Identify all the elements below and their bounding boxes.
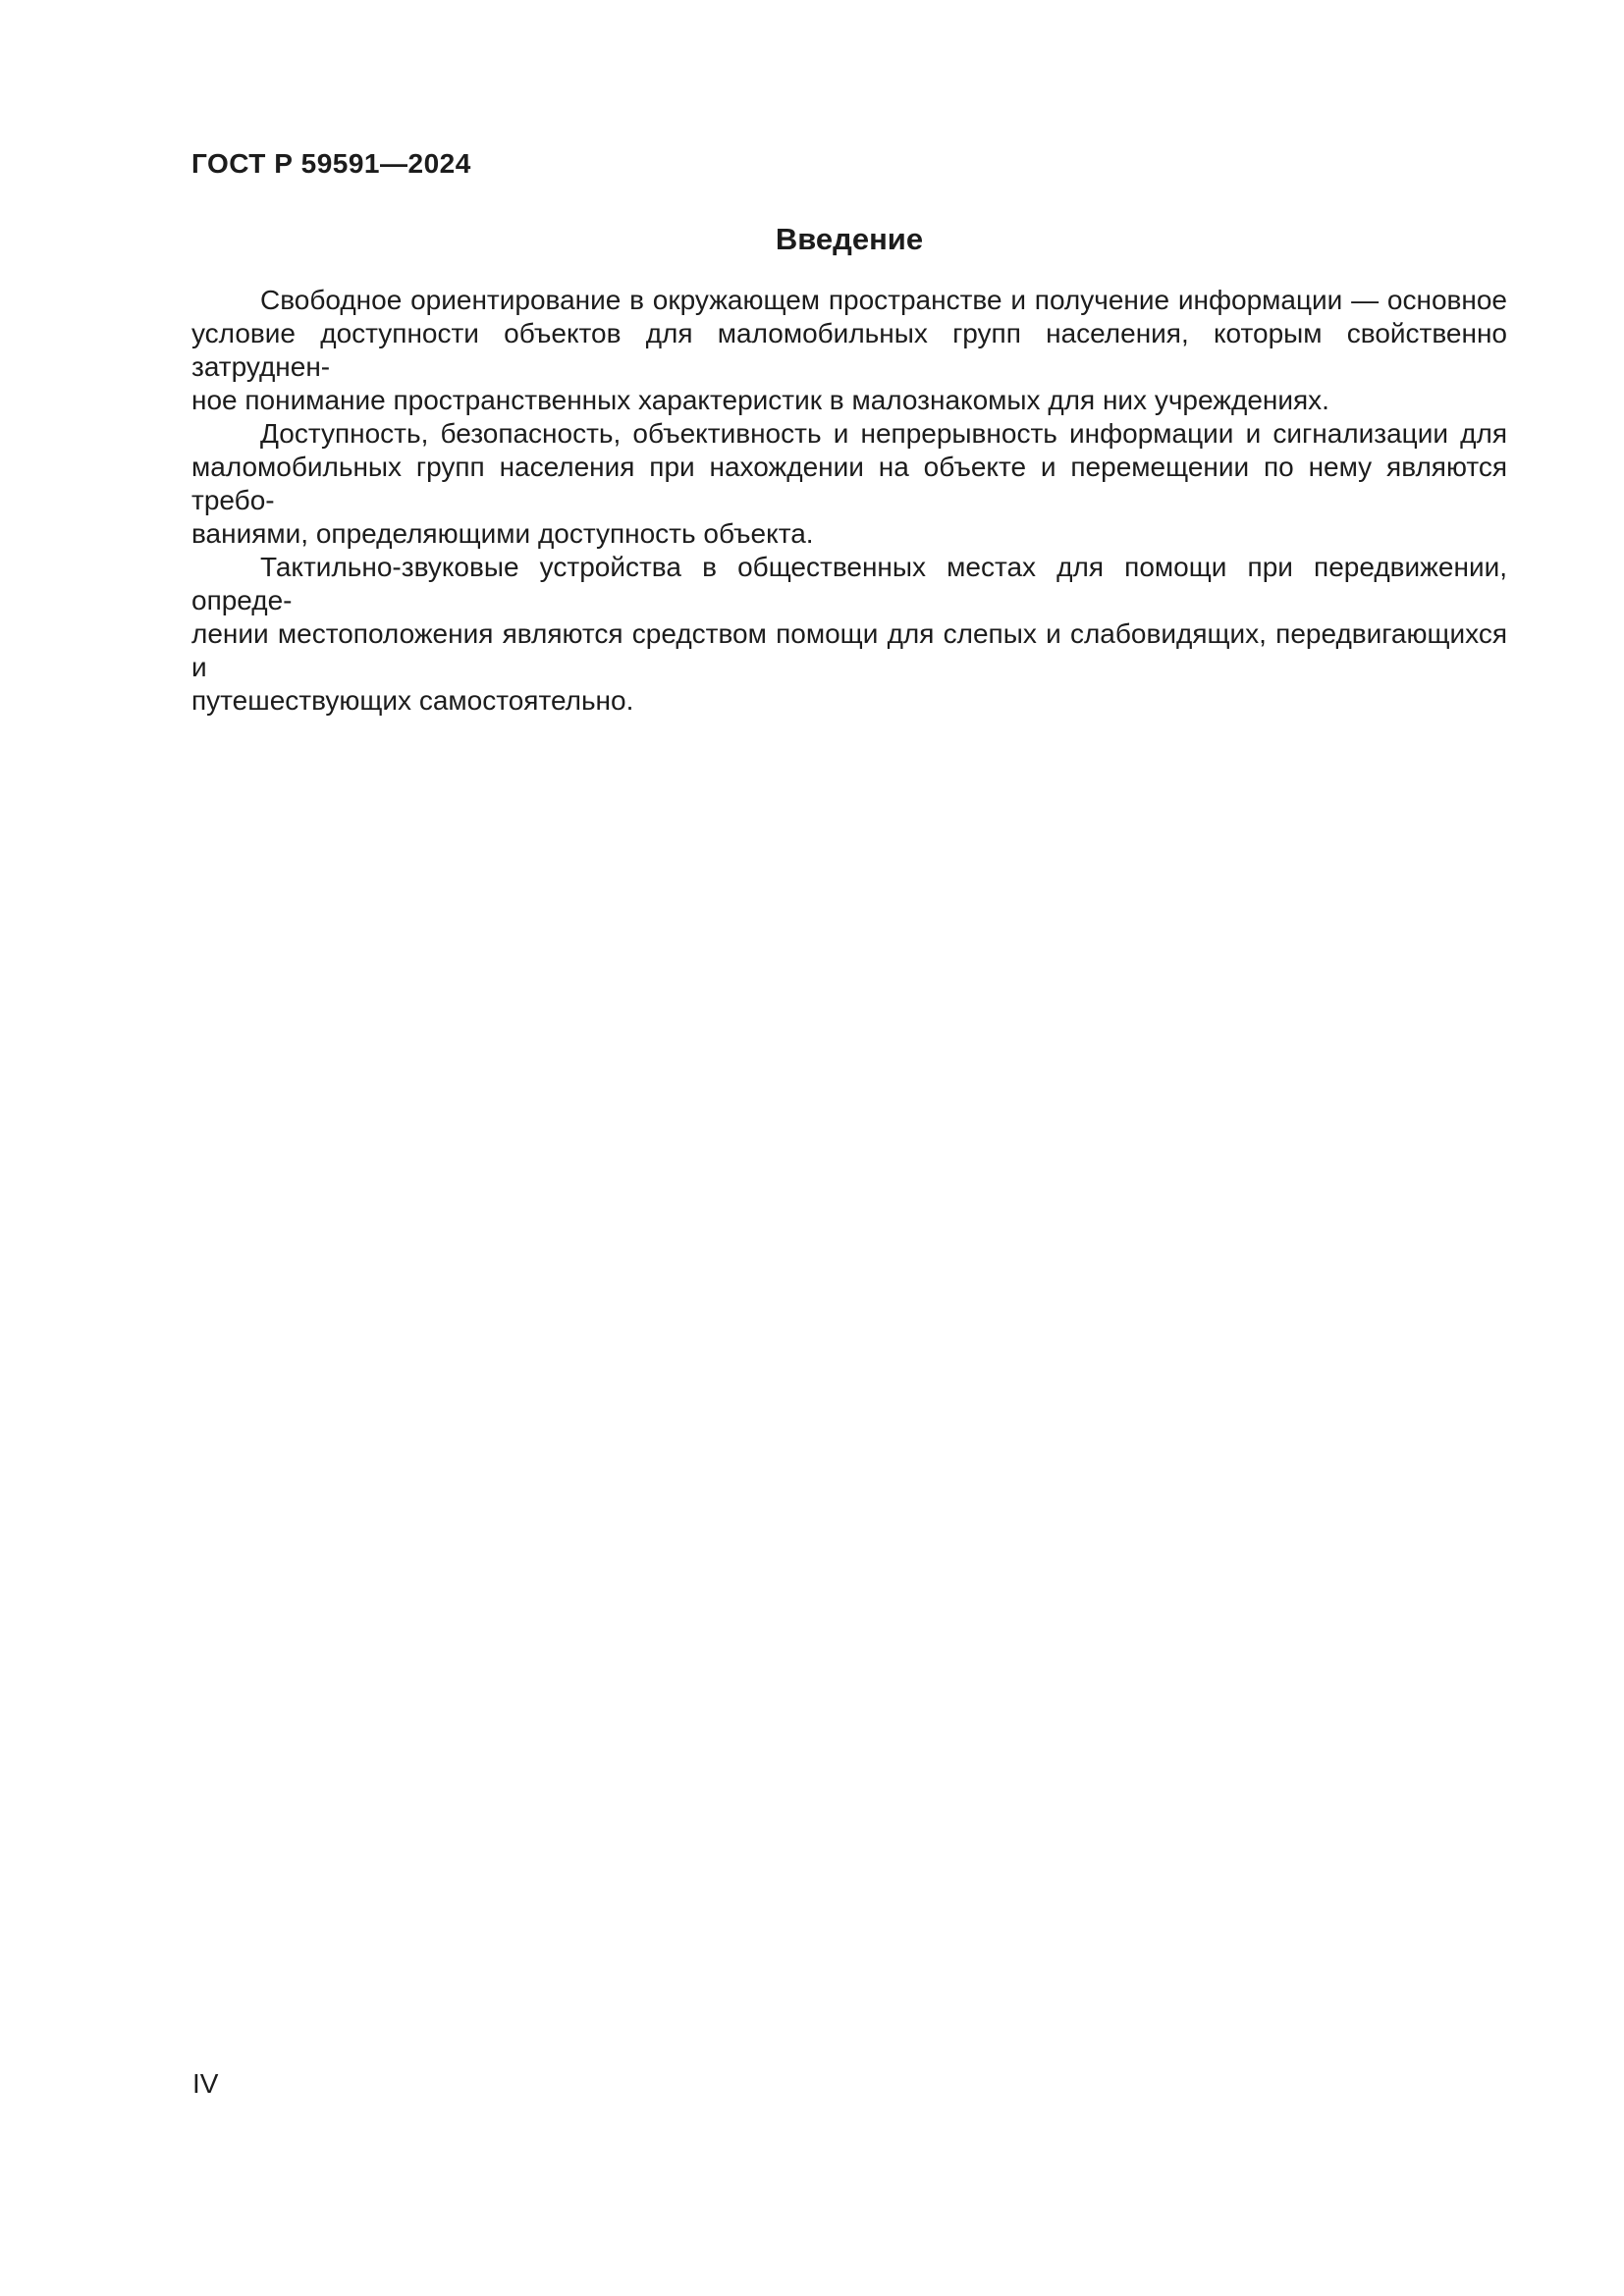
body-line: лении местоположения являются средством помощи для слепых и слабовидящих, передвигающихся и [191,618,1507,682]
body-line: Тактильно-звуковые устройства в общественных местах для помощи при передвижении, опреде- [191,552,1507,615]
page-number: IV [192,2068,219,2099]
standard-designation: ГОСТ Р 59591—2024 [191,148,471,179]
body-line: маломобильных групп населения при нахождении на объекте и перемещении по нему являются требо- [191,452,1507,515]
body-line: ваниями, определяющими доступность объекта. [191,518,814,549]
body-line: Свободное ориентирование в окружающем пространстве и получение информации — основное [260,285,1507,315]
body-line: путешествующих самостоятельно. [191,685,634,716]
body-line: условие доступности объектов для маломобильных групп населения, которым свойственно затруднен- [191,318,1507,382]
paragraph [191,417,1507,551]
paragraph [191,284,1507,417]
paragraph [191,551,1507,718]
introduction-text [191,284,1507,718]
body-line: Доступность, безопасность, объективность и непрерывность информации и сигнализации для [260,418,1507,449]
body-line: ное понимание пространственных характеристик в малознакомых для них учреждениях. [191,385,1329,415]
section-title: Введение [775,222,924,256]
